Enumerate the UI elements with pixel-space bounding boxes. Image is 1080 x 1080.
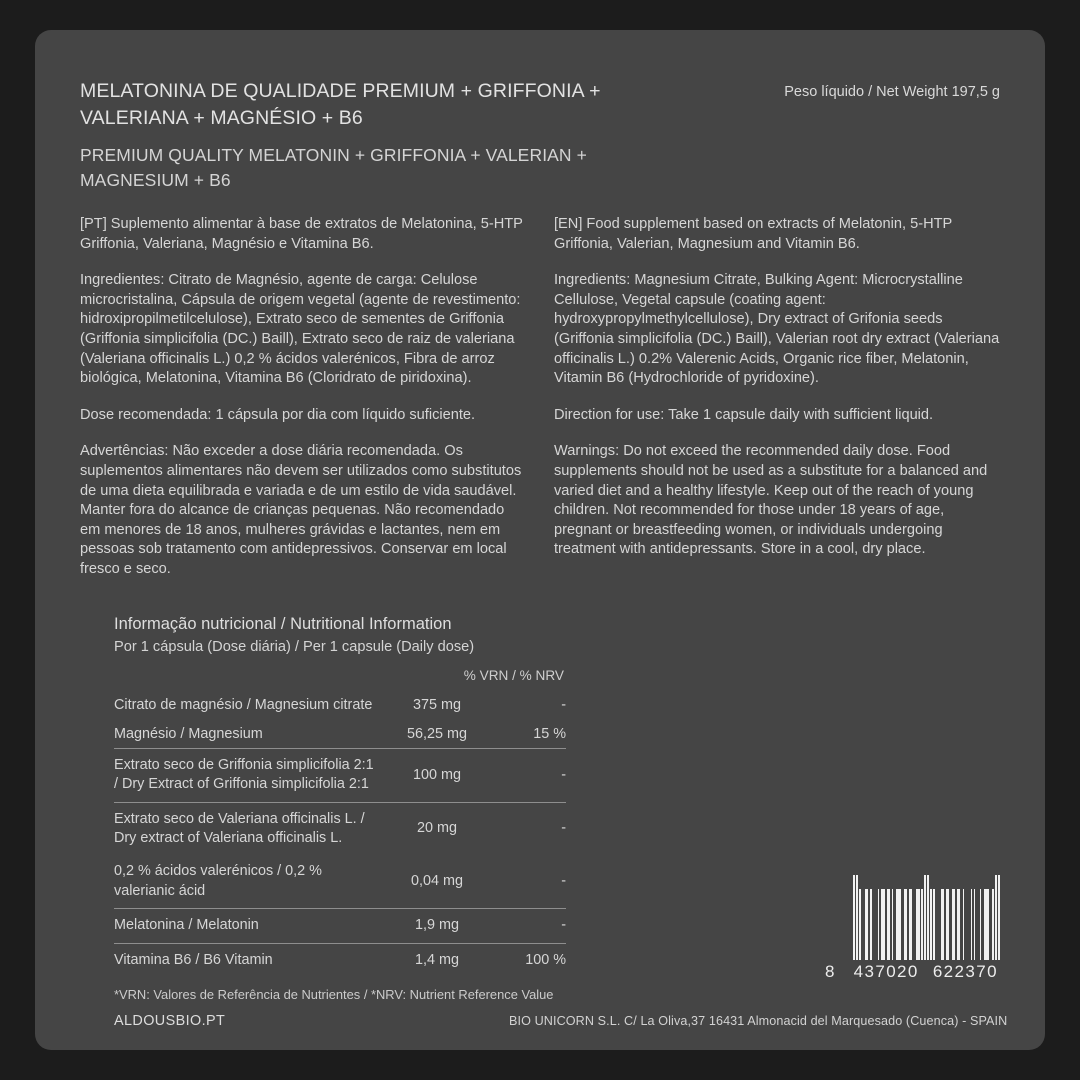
description-columns [80,215,1000,580]
pt-warnings: Advertências: Não exceder a dose diária recomendada. Os suplementos alimentares não devem ser utilizados como substitutos de uma dieta equilibrada e variada e de um estilo de vida saudável. Manter fora do alcance de crianças pequenas. Não recomendado em menores de 18 anos, mulheres grávidas e lactantes, nem em pessoas sob tratamento com antidepressivos. Conservar em local fresco e seco. [80,443,522,577]
nutrient-nrv: - [561,873,566,890]
barcode-digits [825,962,1005,982]
barcode-digit-group-2: 437020 [853,962,919,981]
pt-dose: Dose recomendada: 1 cápsula por dia com líquido suficiente. [80,406,476,423]
nutrient-amount: 0,04 mg [411,873,463,890]
nutrient-amount: 1,4 mg [376,943,498,977]
barcode [825,875,1005,982]
nutrition-column-header: % VRN / % NRV [463,668,564,683]
portuguese-column [80,215,526,580]
manufacturer-address: BIO UNICORN S.L. C/ La Oliva,37 16431 Almonacid del Marquesado (Cuenca) - SPAIN [509,1014,1008,1028]
nutrient-nrv: 100 % [498,943,566,977]
table-row [114,943,566,977]
table-row [114,909,566,943]
page-title: MELATONINA DE QUALIDADE PREMIUM + GRIFFONIA + VALERIANA + MAGNÉSIO + B6 [80,80,601,129]
en-dose: Direction for use: Take 1 capsule daily with sufficient liquid. [554,406,934,423]
pt-intro: [PT] Suplemento alimentar à base de extratos de Melatonina, 5-HTP Griffonia, Valeriana, Magnésio e Vitamina B6. [80,216,523,252]
barcode-bars [853,875,1005,960]
english-column [554,215,1000,580]
table-row [114,748,566,802]
en-intro: [EN] Food supplement based on extracts of Melatonin, 5-HTP Griffonia, Valerian, Magnesium and Vitamin B6. [554,216,953,252]
product-title-english: PREMIUM QUALITY MELATONIN + GRIFFONIA + VALERIAN + MAGNESIUM + B6 [80,145,587,190]
table-row [114,802,566,855]
table-row [114,689,566,722]
table-row [114,722,566,748]
label-header [80,78,1000,193]
nutrient-nrv: - [498,909,566,943]
nutrient-amount: 20 mg [376,802,498,855]
nutrient-name: 0,2 % ácidos valerénicos / 0,2 % valerianic ácid [114,863,322,899]
barcode-digit-group-1: 8 [825,962,836,981]
nutrient-amount: 56,25 mg [406,726,467,743]
nutrient-name: Vitamina B6 / B6 Vitamin [114,943,376,977]
label-footer [114,1013,1039,1029]
nutrient-amount: 375 mg [413,697,461,713]
nutrition-title: Informação nutricional / Nutritional Information [114,615,452,633]
nutrient-name: Citrato de magnésio / Magnesium citrate [114,697,373,713]
barcode-digit-group-3: 622370 [932,962,998,981]
nutrient-name: Extrato seco de Griffonia simplicifolia 2:1 / Dry Extract of Griffonia simplicifolia 2:1 [114,748,376,802]
product-titles [80,78,690,193]
en-ingredients: Ingredients: Magnesium Citrate, Bulking Agent: Microcrystalline Cellulose, Vegetal capsule (coating agent: hydroxypropylmethylcellulose), Dry extract of Grifonia seeds (Griffonia simplicifolia (DC.) Baill), Valerian root dry extract (Valeriana officinalis L.) 0.2% Valerenic Acids, Organic rice fiber, Melatonin, Vitamin B6 (Hydrochloride of pyridoxine). [554,272,1000,387]
nutrient-name: Melatonina / Melatonin [114,909,376,943]
nutrient-nrv: - [498,802,566,855]
net-weight: Peso líquido / Net Weight 197,5 g [784,84,1000,100]
nutrient-amount: 100 mg [376,748,498,802]
nutrient-nrv: 15 % [533,726,566,743]
nutrient-nrv: - [498,748,566,802]
nutrition-panel [114,613,566,1003]
table-row [114,855,566,908]
nutrition-subtitle: Por 1 cápsula (Dose diária) / Per 1 capsule (Daily dose) [114,639,475,655]
nutrient-nrv: - [561,697,566,713]
nutrient-amount: 1,9 mg [376,909,498,943]
nutrition-table [114,689,566,977]
website-url: ALDOUSBIO.PT [114,1013,226,1029]
nutrition-footnote: *VRN: Valores de Referência de Nutrientes / *NRV: Nutrient Reference Value [114,987,554,1003]
nutrient-name: Extrato seco de Valeriana officinalis L. / Dry extract of Valeriana officinalis L. [114,802,376,855]
pt-ingredients: Ingredientes: Citrato de Magnésio, agente de carga: Celulose microcristalina, Cápsula de origem vegetal (agente de revestimento: hidroxipropilmetilcelulose), Extrato seco de sementes de Griffonia (Griffonia simplicifolia (DC.) Baill), Extrato seco de raiz de valeriana (Valeriana officinalis L.) 0,2 % ácidos valerénicos, Fibra de arroz biológica, Melatonina, Vitamina B6 (Cloridrato de piridoxina). [80,272,521,387]
supplement-label-card [35,30,1045,1050]
nutrient-name: Magnésio / Magnesium [114,726,263,743]
en-warnings: Warnings: Do not exceed the recommended daily dose. Food supplements should not be used as a substitute for a balanced and varied diet and a healthy lifestyle. Keep out of the reach of young children. Not recommended for those under 18 years of age, pregnant or breastfeeding women, or individuals undergoing treatment with antidepressants. Store in a cool, dry place. [554,443,988,558]
